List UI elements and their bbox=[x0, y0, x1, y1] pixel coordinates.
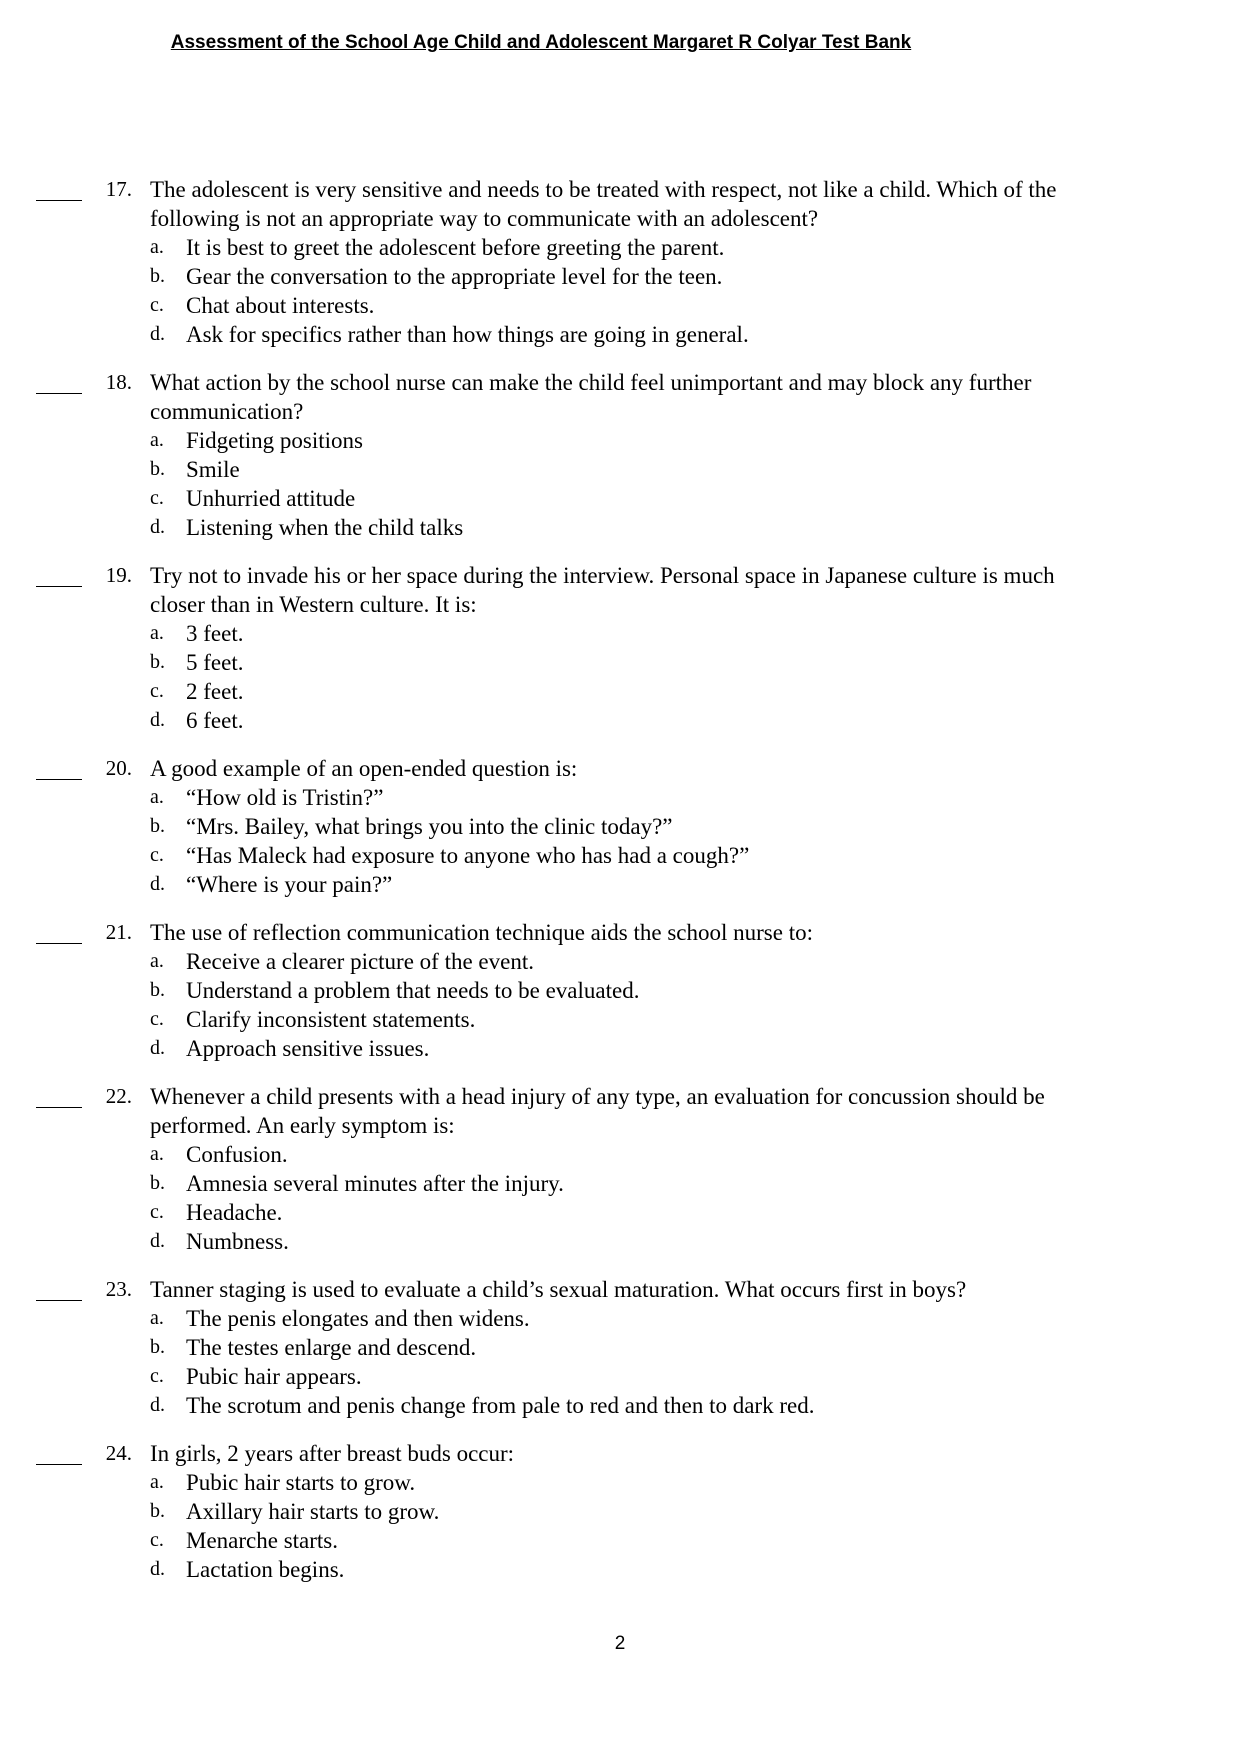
option-letter: c. bbox=[150, 680, 164, 702]
question-number: 19. bbox=[105, 563, 132, 587]
option-list bbox=[0, 1304, 1240, 1420]
question-number: 17. bbox=[105, 177, 132, 201]
option-a bbox=[150, 1468, 1240, 1497]
option-letter: b. bbox=[150, 1336, 165, 1358]
option-letter: c. bbox=[150, 1008, 164, 1030]
option-text: The testes enlarge and descend. bbox=[186, 1335, 477, 1360]
question-number: 18. bbox=[105, 370, 132, 394]
option-letter: b. bbox=[150, 979, 165, 1001]
option-b bbox=[150, 648, 1240, 677]
option-d bbox=[150, 320, 1240, 349]
option-a bbox=[150, 947, 1240, 976]
question-18 bbox=[0, 368, 1240, 542]
option-letter: b. bbox=[150, 265, 165, 287]
question-list bbox=[0, 175, 1240, 1603]
answer-blank[interactable] bbox=[36, 1275, 82, 1301]
option-letter: b. bbox=[150, 1500, 165, 1522]
option-letter: c. bbox=[150, 1365, 164, 1387]
option-letter: c. bbox=[150, 294, 164, 316]
option-text: 6 feet. bbox=[186, 708, 244, 733]
option-list bbox=[0, 1140, 1240, 1256]
option-text: Listening when the child talks bbox=[186, 515, 464, 540]
option-letter: d. bbox=[150, 516, 165, 538]
option-letter: b. bbox=[150, 1172, 165, 1194]
option-letter: a. bbox=[150, 236, 164, 258]
option-text: The penis elongates and then widens. bbox=[186, 1306, 530, 1331]
option-b bbox=[150, 976, 1240, 1005]
option-c bbox=[150, 484, 1240, 513]
question-22 bbox=[0, 1082, 1240, 1256]
question-stem: A good example of an open-ended question is: bbox=[150, 756, 578, 781]
option-text: Headache. bbox=[186, 1200, 283, 1225]
option-text: 5 feet. bbox=[186, 650, 244, 675]
option-letter: a. bbox=[150, 622, 164, 644]
option-letter: c. bbox=[150, 844, 164, 866]
option-d bbox=[150, 1227, 1240, 1256]
option-text: Approach sensitive issues. bbox=[186, 1036, 430, 1061]
option-d bbox=[150, 1034, 1240, 1063]
option-letter: b. bbox=[150, 651, 165, 673]
option-b bbox=[150, 1333, 1240, 1362]
question-20 bbox=[0, 754, 1240, 899]
option-text: “Mrs. Bailey, what brings you into the clinic today?” bbox=[186, 814, 673, 839]
question-23 bbox=[0, 1275, 1240, 1420]
option-text: Unhurried attitude bbox=[186, 486, 356, 511]
page-number: 2 bbox=[614, 1633, 626, 1654]
option-text: Menarche starts. bbox=[186, 1528, 338, 1553]
option-list bbox=[0, 1468, 1240, 1584]
question-number: 22. bbox=[105, 1084, 132, 1108]
option-b bbox=[150, 262, 1240, 291]
option-letter: c. bbox=[150, 1201, 164, 1223]
option-text: Pubic hair appears. bbox=[186, 1364, 362, 1389]
question-number: 20. bbox=[105, 756, 132, 780]
option-text: Ask for specifics rather than how things are going in general. bbox=[186, 322, 749, 347]
option-letter: a. bbox=[150, 786, 164, 808]
option-a bbox=[150, 1140, 1240, 1169]
option-c bbox=[150, 291, 1240, 320]
option-letter: d. bbox=[150, 1230, 165, 1252]
option-text: 3 feet. bbox=[186, 621, 244, 646]
option-letter: a. bbox=[150, 950, 164, 972]
question-number: 23. bbox=[105, 1277, 132, 1301]
question-21 bbox=[0, 918, 1240, 1063]
option-c bbox=[150, 1526, 1240, 1555]
question-stem: In girls, 2 years after breast buds occur: bbox=[150, 1441, 515, 1466]
option-c bbox=[150, 1005, 1240, 1034]
question-stem: Try not to invade his or her space during the interview. Personal space in Japanese culture is much closer than in Western culture. It is: bbox=[150, 563, 1055, 617]
option-letter: a. bbox=[150, 1143, 164, 1165]
option-a bbox=[150, 783, 1240, 812]
option-a bbox=[150, 619, 1240, 648]
option-letter: d. bbox=[150, 1558, 165, 1580]
option-c bbox=[150, 1362, 1240, 1391]
option-letter: d. bbox=[150, 1037, 165, 1059]
answer-blank[interactable] bbox=[36, 175, 82, 201]
option-text: Numbness. bbox=[186, 1229, 289, 1254]
option-text: Receive a clearer picture of the event. bbox=[186, 949, 534, 974]
option-d bbox=[150, 1555, 1240, 1584]
option-text: The scrotum and penis change from pale to red and then to dark red. bbox=[186, 1393, 815, 1418]
option-letter: d. bbox=[150, 709, 165, 731]
option-letter: a. bbox=[150, 1471, 164, 1493]
option-letter: c. bbox=[150, 1529, 164, 1551]
question-17 bbox=[0, 175, 1240, 349]
answer-blank[interactable] bbox=[36, 918, 82, 944]
option-letter: d. bbox=[150, 1394, 165, 1416]
option-text: Gear the conversation to the appropriate level for the teen. bbox=[186, 264, 723, 289]
option-text: Amnesia several minutes after the injury. bbox=[186, 1171, 564, 1196]
question-stem: What action by the school nurse can make the child feel unimportant and may block any further communication? bbox=[150, 370, 1032, 424]
question-24 bbox=[0, 1439, 1240, 1584]
option-c bbox=[150, 1198, 1240, 1227]
option-list bbox=[0, 783, 1240, 899]
answer-blank[interactable] bbox=[36, 368, 82, 394]
option-text: Clarify inconsistent statements. bbox=[186, 1007, 476, 1032]
option-text: Fidgeting positions bbox=[186, 428, 363, 453]
question-number: 24. bbox=[105, 1441, 132, 1465]
option-d bbox=[150, 1391, 1240, 1420]
option-list bbox=[0, 233, 1240, 349]
option-a bbox=[150, 1304, 1240, 1333]
option-a bbox=[150, 426, 1240, 455]
option-letter: d. bbox=[150, 873, 165, 895]
question-stem: Tanner staging is used to evaluate a child’s sexual maturation. What occurs first in boys? bbox=[150, 1277, 967, 1302]
question-19 bbox=[0, 561, 1240, 735]
answer-blank[interactable] bbox=[36, 1439, 82, 1465]
option-text: Smile bbox=[186, 457, 240, 482]
question-stem: Whenever a child presents with a head injury of any type, an evaluation for concussion should be performed. An early symptom is: bbox=[150, 1084, 1045, 1138]
option-list bbox=[0, 947, 1240, 1063]
option-d bbox=[150, 870, 1240, 899]
option-letter: c. bbox=[150, 487, 164, 509]
option-letter: b. bbox=[150, 458, 165, 480]
option-c bbox=[150, 841, 1240, 870]
option-letter: d. bbox=[150, 323, 165, 345]
option-text: Lactation begins. bbox=[186, 1557, 345, 1582]
question-stem: The adolescent is very sensitive and needs to be treated with respect, not like a child. Which of the following is not an appropriate way to communicate with an adolescent? bbox=[150, 177, 1057, 231]
option-text: Understand a problem that needs to be evaluated. bbox=[186, 978, 640, 1003]
option-text: “Has Maleck had exposure to anyone who has had a cough?” bbox=[186, 843, 750, 868]
question-number: 21. bbox=[105, 920, 132, 944]
option-text: 2 feet. bbox=[186, 679, 244, 704]
option-c bbox=[150, 677, 1240, 706]
option-a bbox=[150, 233, 1240, 262]
page-title: Assessment of the School Age Child and Adolescent Margaret R Colyar Test Bank bbox=[170, 32, 912, 53]
option-d bbox=[150, 513, 1240, 542]
answer-blank[interactable] bbox=[36, 561, 82, 587]
option-text: It is best to greet the adolescent before greeting the parent. bbox=[186, 235, 725, 260]
option-text: “Where is your pain?” bbox=[186, 872, 393, 897]
question-stem: The use of reflection communication technique aids the school nurse to: bbox=[150, 920, 813, 945]
option-list bbox=[0, 619, 1240, 735]
option-b bbox=[150, 455, 1240, 484]
answer-blank[interactable] bbox=[36, 754, 82, 780]
option-letter: a. bbox=[150, 1307, 164, 1329]
option-text: Pubic hair starts to grow. bbox=[186, 1470, 416, 1495]
option-text: “How old is Tristin?” bbox=[186, 785, 384, 810]
option-text: Axillary hair starts to grow. bbox=[186, 1499, 440, 1524]
option-b bbox=[150, 812, 1240, 841]
option-letter: a. bbox=[150, 429, 164, 451]
option-list bbox=[0, 426, 1240, 542]
answer-blank[interactable] bbox=[36, 1082, 82, 1108]
option-b bbox=[150, 1169, 1240, 1198]
option-d bbox=[150, 706, 1240, 735]
option-letter: b. bbox=[150, 815, 165, 837]
option-text: Confusion. bbox=[186, 1142, 288, 1167]
option-b bbox=[150, 1497, 1240, 1526]
option-text: Chat about interests. bbox=[186, 293, 375, 318]
